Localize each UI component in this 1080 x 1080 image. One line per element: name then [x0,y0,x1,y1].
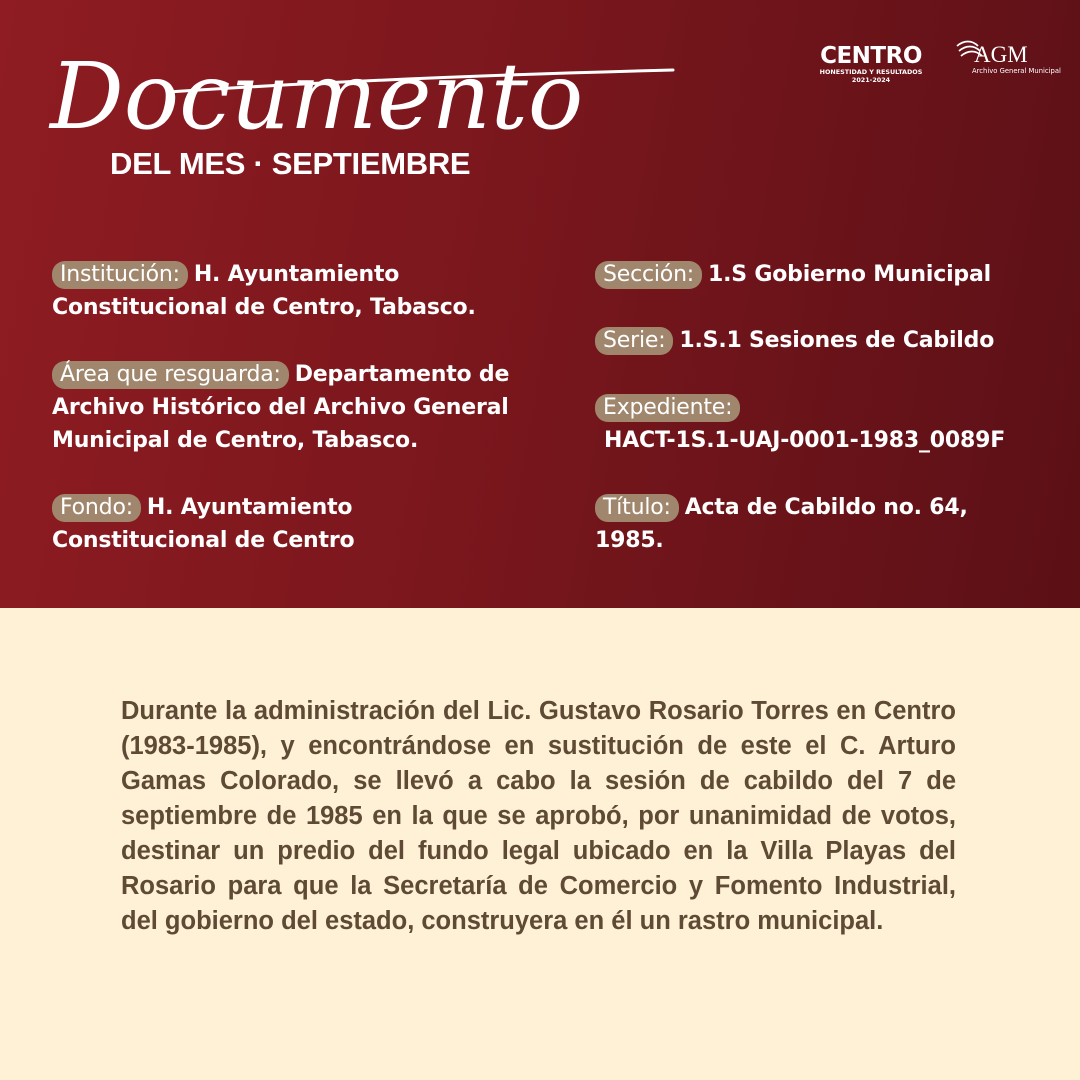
centro-logo-name: CENTRO [820,43,922,69]
description-text: Durante la administración del Lic. Gustavo Rosario Torres en Centro (1983-1985), y encontrándose en sustitución de este el C. Arturo Gamas Colorado, se llevó a cabo la sesión de cabildo del 7 de septiembre de 1985 en la que se aprobó, por unanimidad de votos, destinar un predio del fundo legal ubicado en la Villa Playas del Rosario para que la Secretaría de Comercio y Fomento Industrial, del gobierno del estado, construyera en él un rastro municipal. [121,697,956,935]
subtitle: DEL MES · SEPTIEMBRE [110,146,471,181]
field-value: H. Ayuntamiento Constitucional de Centro, Tabasco. [52,262,476,320]
field-fondo [52,491,552,557]
agm-logo [954,36,1060,80]
agm-logo-full: Archivo General Municipal [972,67,1061,75]
field-value: Acta de Cabildo no. 64, 1985. [595,495,968,553]
script-title [48,40,688,150]
field-seccion [595,258,1065,291]
label-pill: Área que resguarda: [52,361,289,389]
field-serie [595,324,1065,357]
label-pill: Serie: [595,327,673,355]
field-area [52,358,552,457]
centro-logo [812,44,930,84]
agm-logo-name: AGM [974,42,1028,67]
label-pill: Fondo: [52,494,141,522]
label-pill: Sección: [595,261,702,289]
centro-logo-years: 2021-2024 [851,76,891,84]
field-expediente [595,391,1065,457]
field-value: 1.S Gobierno Municipal [708,262,991,287]
field-value: H. Ayuntamiento Constitucional de Centro [52,495,355,553]
label-pill: Título: [595,494,679,522]
svg-text:Documento: Documento [50,43,584,150]
field-institucion [52,258,552,324]
field-value: HACT-1S.1-UAJ-0001-1983_0089F [604,428,1006,453]
centro-logo-tagline: HONESTIDAD Y RESULTADOS [819,68,923,76]
field-value: Departamento de Archivo Histórico del Archivo General Municipal de Centro, Tabasco. [52,362,510,453]
field-titulo [595,491,1065,557]
field-value: 1.S.1 Sesiones de Cabildo [679,328,995,353]
label-pill: Institución: [52,261,188,289]
label-pill: Expediente: [595,394,740,422]
